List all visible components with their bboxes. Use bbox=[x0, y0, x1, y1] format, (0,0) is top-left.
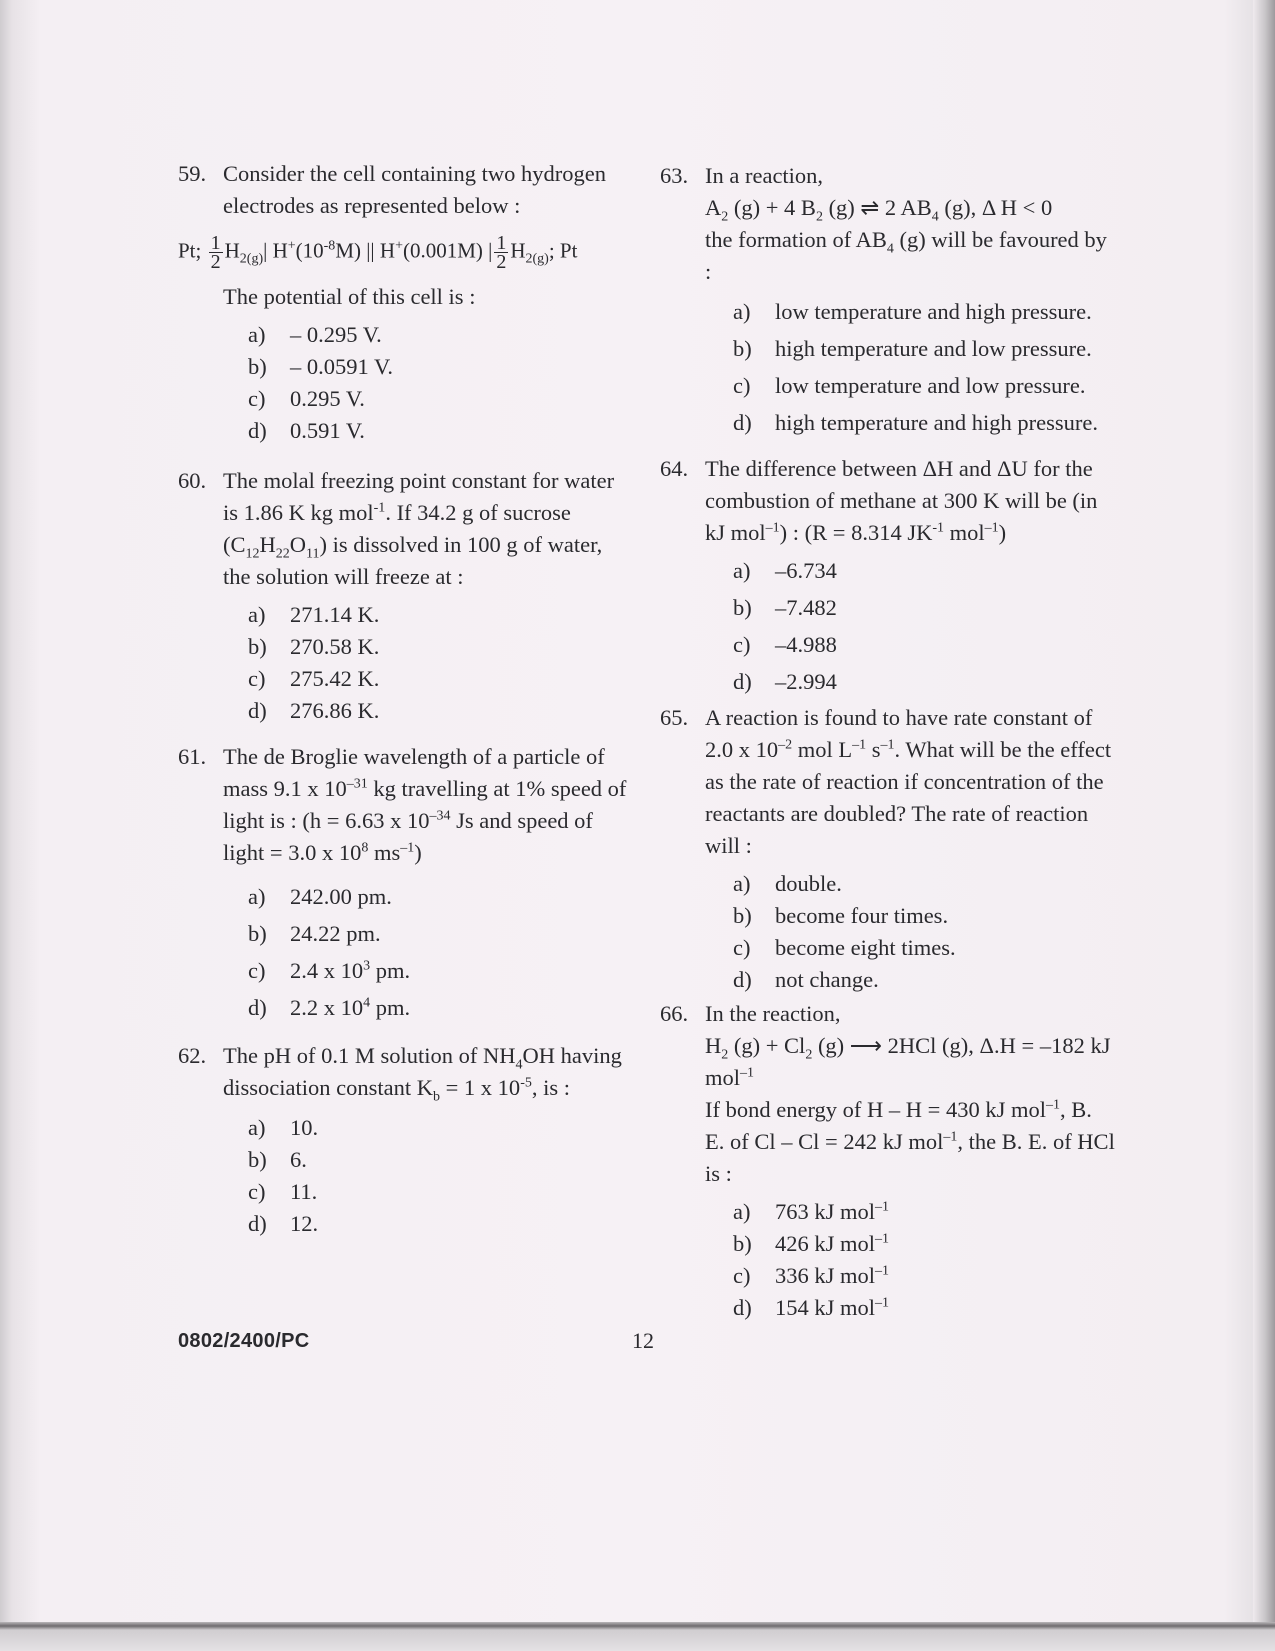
left-column bbox=[178, 158, 628, 1240]
option-c[interactable]: c) become eight times. bbox=[733, 935, 956, 960]
option-c[interactable]: c) 2.4 x $10^3$ pm. bbox=[248, 958, 411, 983]
option-a[interactable]: a) double. bbox=[733, 871, 842, 896]
question-text: The pH of 0.1 M solution of $NH_4OH$ having dissociation constant $K_b = 1$ x $10^{-5}$, is : bbox=[223, 1043, 622, 1105]
question-number: 61. bbox=[178, 744, 207, 769]
options-list bbox=[705, 555, 1115, 698]
right-column bbox=[660, 160, 1115, 1324]
option-d[interactable]: d) 0.591 V. bbox=[248, 418, 365, 443]
option-a[interactable]: a) low temperature and high pressure. bbox=[733, 299, 1092, 324]
question-intro: In the reaction, bbox=[705, 1001, 841, 1026]
question-66 bbox=[660, 998, 1115, 1324]
question-prompt: The potential of this cell is : bbox=[223, 284, 476, 309]
options-list bbox=[223, 881, 628, 1024]
option-b[interactable]: b) 24.22 pm. bbox=[248, 921, 381, 946]
question-text-line: electrodes as represented below : bbox=[223, 193, 521, 218]
question-number: 66. bbox=[660, 1001, 689, 1026]
paper-code: 0802/2400/PC bbox=[178, 1330, 310, 1352]
page-edge-right bbox=[1253, 0, 1275, 1651]
option-d[interactable]: d) high temperature and high pressure. bbox=[733, 410, 1099, 435]
question-number: 59. bbox=[178, 161, 207, 186]
option-b[interactable]: b) 426 kJ mol$^{-1}$ bbox=[733, 1231, 890, 1256]
option-d[interactable]: d) 2.2 x $10^4$ pm. bbox=[248, 995, 411, 1020]
question-number: 60. bbox=[178, 468, 207, 493]
question-64 bbox=[660, 453, 1115, 698]
option-a[interactable]: a) 271.14 K. bbox=[248, 602, 380, 627]
options-list bbox=[223, 1112, 628, 1240]
option-a[interactable]: a) – 0.295 V. bbox=[248, 322, 382, 347]
question-text: If bond energy of H – H = 430 kJ mol$^{-1}$, B. E. of Cl – Cl = 242 kJ mol$^{-1}$, the B. E. of HCl is : bbox=[705, 1097, 1115, 1186]
option-c[interactable]: c) 11. bbox=[248, 1179, 318, 1204]
question-text: The de Broglie wavelength of a particle of mass 9.1 x $10^{-31}$ kg travelling at 1% speed of light is : (h = 6.63 x $10^{-34}$ Js and speed of light = 3.0 x $10^8$ $ms^{-1}$) bbox=[223, 744, 627, 865]
question-text: The molal freezing point constant for water is 1.86 K kg mol$^{-1}$. If 34.2 g of sucrose $(C_{12}H_{22}O_{11})$ is dissolved in 100 g of water, the solution will freeze at : bbox=[223, 468, 615, 589]
option-d[interactable]: d) –2.994 bbox=[733, 669, 837, 694]
question-text: The difference between ΔH and ΔU for the combustion of methane at 300 K will be (in kJ mol$^{-1}$) : (R = 8.314 $JK^{-1}$ mol$^{-1}$) bbox=[705, 456, 1098, 545]
option-a[interactable]: a) 242.00 pm. bbox=[248, 884, 392, 909]
cell-pt-left: Pt; bbox=[178, 238, 202, 263]
option-c[interactable]: c) 336 kJ mol$^{-1}$ bbox=[733, 1263, 890, 1288]
option-c[interactable]: c) 275.42 K. bbox=[248, 666, 380, 691]
page-number: 12 bbox=[632, 1328, 654, 1353]
option-d[interactable]: d) not change. bbox=[733, 967, 879, 992]
options-list bbox=[223, 599, 628, 727]
option-d[interactable]: d) 276.86 K. bbox=[248, 698, 380, 723]
question-text: A reaction is found to have rate constant of 2.0 x $10^{-2}$ mol $L^{-1}$ $s^{-1}$. What will be the effect as the rate of reaction if concentration of the reactants are doubled? The rate of reaction will : bbox=[705, 705, 1112, 858]
question-number: 63. bbox=[660, 163, 689, 188]
options-list bbox=[705, 1196, 1115, 1324]
option-b[interactable]: b) –7.482 bbox=[733, 595, 837, 620]
question-intro: In a reaction, bbox=[705, 163, 824, 188]
option-d[interactable]: d) 154 kJ mol$^{-1}$ bbox=[733, 1295, 890, 1320]
option-b[interactable]: b) – 0.0591 V. bbox=[248, 354, 393, 379]
option-b[interactable]: b) 6. bbox=[248, 1147, 307, 1172]
cell-notation: Pt; $\frac{1}{2}$ $H_{2(g)}|$ $H^+(10^{-8}M)$ || H+(0.001M) | $\frac{1}{2}$ $H_{2(g)}$; Pt bbox=[178, 232, 578, 273]
fraction-half: $\frac{1}{2}$ bbox=[496, 232, 507, 273]
options-list bbox=[705, 868, 1115, 996]
question-number: 62. bbox=[178, 1043, 207, 1068]
option-b[interactable]: b) 270.58 K. bbox=[248, 634, 380, 659]
option-a[interactable]: a) 763 kJ mol$^{-1}$ bbox=[733, 1199, 890, 1224]
options-list bbox=[705, 296, 1115, 439]
question-number: 65. bbox=[660, 705, 689, 730]
option-b[interactable]: b) high temperature and low pressure. bbox=[733, 336, 1092, 361]
question-60 bbox=[178, 465, 628, 727]
question-text-line: Consider the cell containing two hydrogen bbox=[223, 161, 607, 186]
question-62 bbox=[178, 1040, 628, 1240]
option-c[interactable]: c) –4.988 bbox=[733, 632, 837, 657]
option-d[interactable]: d) 12. bbox=[248, 1211, 319, 1236]
option-a[interactable]: a) 10. bbox=[248, 1115, 319, 1140]
question-65 bbox=[660, 702, 1115, 996]
reaction-equation: $H_2$ $(g) + Cl_2$ (g) ⟶ 2HCl (g), Δ.H = –182 kJ mol$^{-1}$ bbox=[705, 1033, 1111, 1090]
question-59 bbox=[178, 158, 628, 447]
reaction-equation: $A_2$ (g) + 4 $B_2$ (g) ⇌ 2 $AB_4$ (g), Δ H < 0 bbox=[705, 195, 1053, 225]
option-a[interactable]: a) –6.734 bbox=[733, 558, 837, 583]
page-edge-bottom bbox=[0, 1622, 1275, 1651]
question-text: the formation of $AB_4$ (g) will be favoured by : bbox=[705, 227, 1107, 284]
question-61 bbox=[178, 741, 628, 1024]
option-c[interactable]: c) 0.295 V. bbox=[248, 386, 365, 411]
options-list bbox=[223, 319, 628, 447]
fraction-half: $\frac{1}{2}$ bbox=[210, 232, 221, 273]
question-number: 64. bbox=[660, 456, 689, 481]
option-c[interactable]: c) low temperature and low pressure. bbox=[733, 373, 1086, 398]
question-63 bbox=[660, 160, 1115, 439]
option-b[interactable]: b) become four times. bbox=[733, 903, 949, 928]
